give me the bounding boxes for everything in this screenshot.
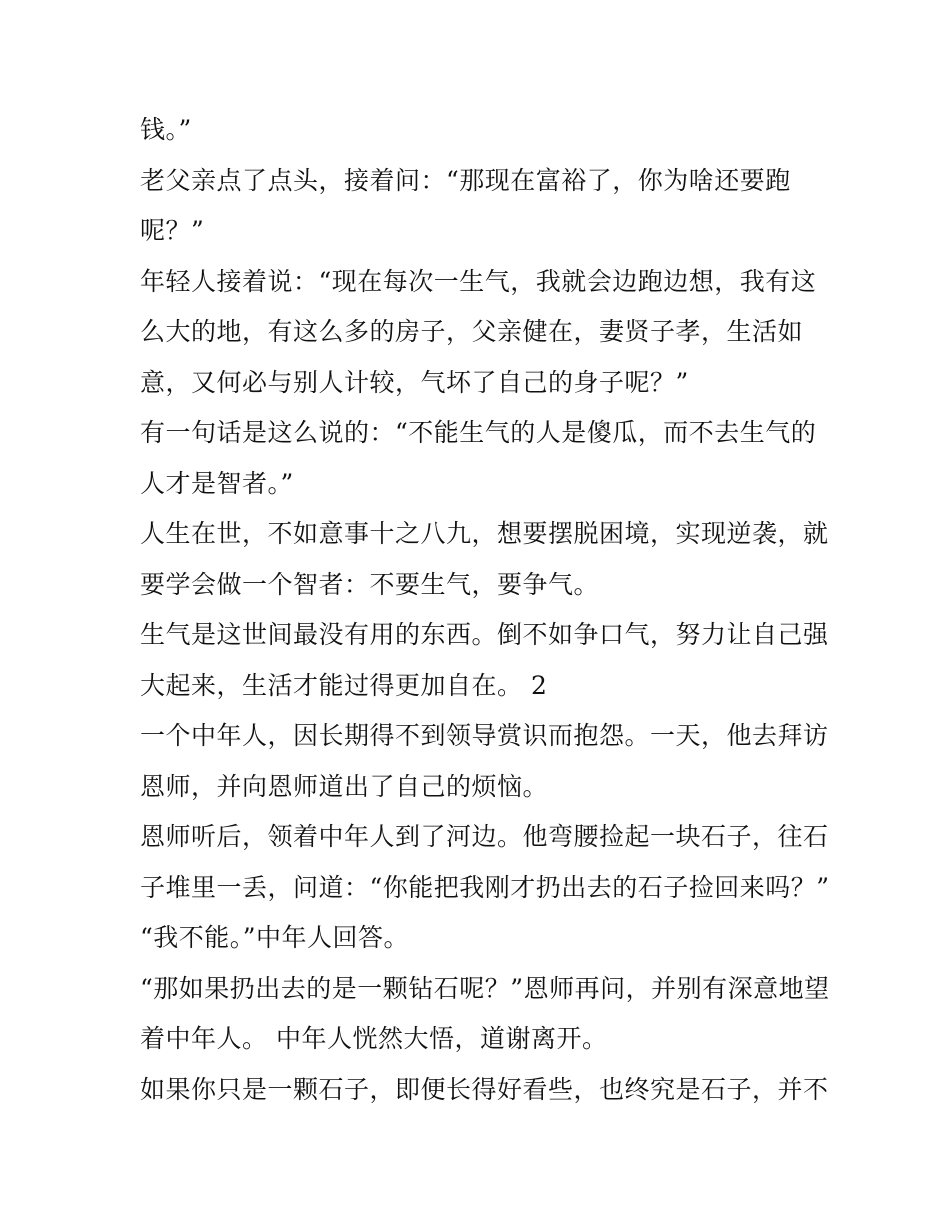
text-line: 意，又何必与别人计较，气坏了自己的身子呢？” <box>140 367 689 397</box>
text-line: 如果你只是一颗石子，即便长得好看些，也终究是石子，并不 <box>140 1074 829 1104</box>
text-line: 人才是智者。” <box>140 468 294 498</box>
text-line: 钱。” <box>140 115 192 144</box>
text-line: 恩师，并向恩师道出了自己的烦恼。 <box>140 771 549 801</box>
document-body <box>140 105 830 1115</box>
text-line: 老父亲点了点头，接着问：“那现在富裕了，你为啥还要跑 <box>140 165 791 195</box>
text-line: 么大的地，有这么多的房子，父亲健在，妻贤子孝，生活如 <box>140 317 804 346</box>
text-line: 年轻人接着说：“现在每次一生气，我就会边跑边想，我有这 <box>140 266 817 296</box>
text-line: 子堆里一丢，问道：“你能把我刚才扔出去的石子捡回来吗？” <box>140 872 830 902</box>
text-line: 有一句话是这么说的：“不能生气的人是傻瓜，而不去生气的 <box>140 418 817 447</box>
text-line: “我不能。”中年人回答。 <box>140 923 410 952</box>
text-line: 恩师听后，领着中年人到了河边。他弯腰捡起一块石子，往石 <box>140 822 829 851</box>
text-line: 一个中年人，因长期得不到领导赏识而抱怨。一天，他去拜访 <box>140 721 829 750</box>
text-line: 生气是这世间最没有用的东西。倒不如争口气，努力让自己强 <box>140 620 829 649</box>
text-line: 呢？” <box>140 216 205 245</box>
text-line: 要学会做一个智者：不要生气，要争气。 <box>140 569 600 599</box>
text-line: “那如果扔出去的是一颗钻石呢？”恩师再问，并别有深意地望 <box>140 973 830 1003</box>
text-line: 着中年人。 中年人恍然大悟，道谢离开。 <box>140 1024 608 1053</box>
text-line: 人生在世，不如意事十之八九，想要摆脱困境，实现逆袭，就 <box>140 519 829 548</box>
text-line: 大起来，生活才能过得更加自在。 2 <box>140 670 548 700</box>
